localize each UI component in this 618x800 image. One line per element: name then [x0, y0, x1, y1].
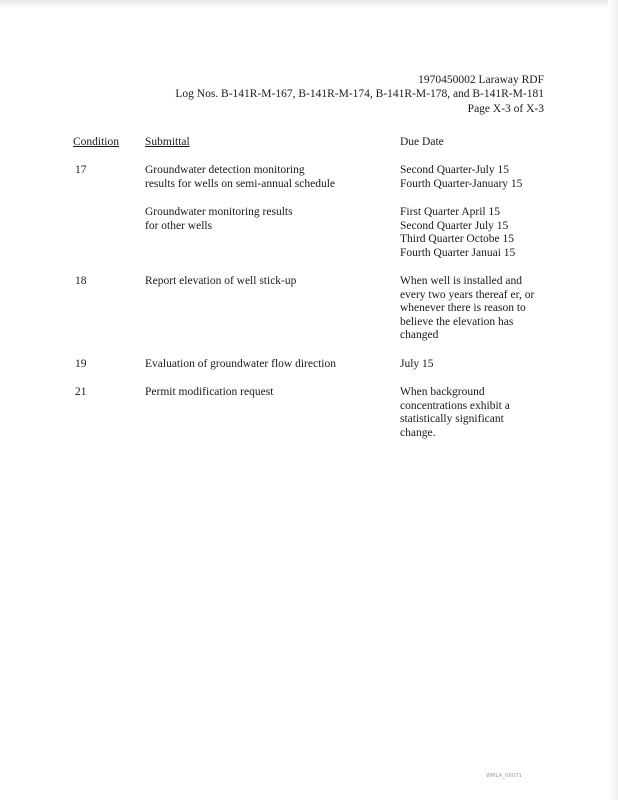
scan-edge-right — [608, 0, 618, 800]
row-condition: 17 — [75, 164, 87, 176]
row-due-date: When background concentrations exhibit a statistically significant change. — [400, 386, 510, 439]
row-due-date: When well is installed and every two years thereaf er, or whenever there is reason to believe the elevation has changed — [400, 275, 535, 341]
bates-stamp: WMLA_00071 — [486, 773, 522, 779]
row-condition: 19 — [75, 358, 87, 370]
row-due-date: July 15 — [400, 358, 434, 370]
row-submittal: Report elevation of well stick-up — [145, 275, 297, 287]
scan-edge-top — [0, 0, 618, 8]
submittal-column-header: Submittal — [145, 136, 190, 148]
due-date-column-header: Due Date — [400, 136, 444, 148]
row-submittal: Evaluation of groundwater flow direction — [145, 358, 336, 370]
row-due-date: First Quarter April 15 Second Quarter July 15 Third Quarter Octobe 15 Fourth Quarter Januai 15 — [400, 206, 516, 259]
log-numbers-header: Log Nos. B-141R-M-167, B-141R-M-174, B-141R-M-178, and B-141R-M-181 — [175, 88, 544, 100]
page-number-header: Page X-3 of X-3 — [467, 103, 544, 115]
row-submittal: Groundwater monitoring results for other wells — [145, 206, 293, 232]
facility-id-header: 1970450002 Laraway RDF — [418, 74, 544, 86]
row-condition: 18 — [75, 275, 87, 287]
row-condition: 21 — [75, 386, 87, 398]
row-due-date: Second Quarter-July 15 Fourth Quarter-January 15 — [400, 164, 523, 190]
row-submittal: Groundwater detection monitoring results for wells on semi-annual schedule — [145, 164, 336, 190]
row-submittal: Permit modification request — [145, 386, 274, 398]
condition-column-header: Condition — [73, 136, 120, 148]
